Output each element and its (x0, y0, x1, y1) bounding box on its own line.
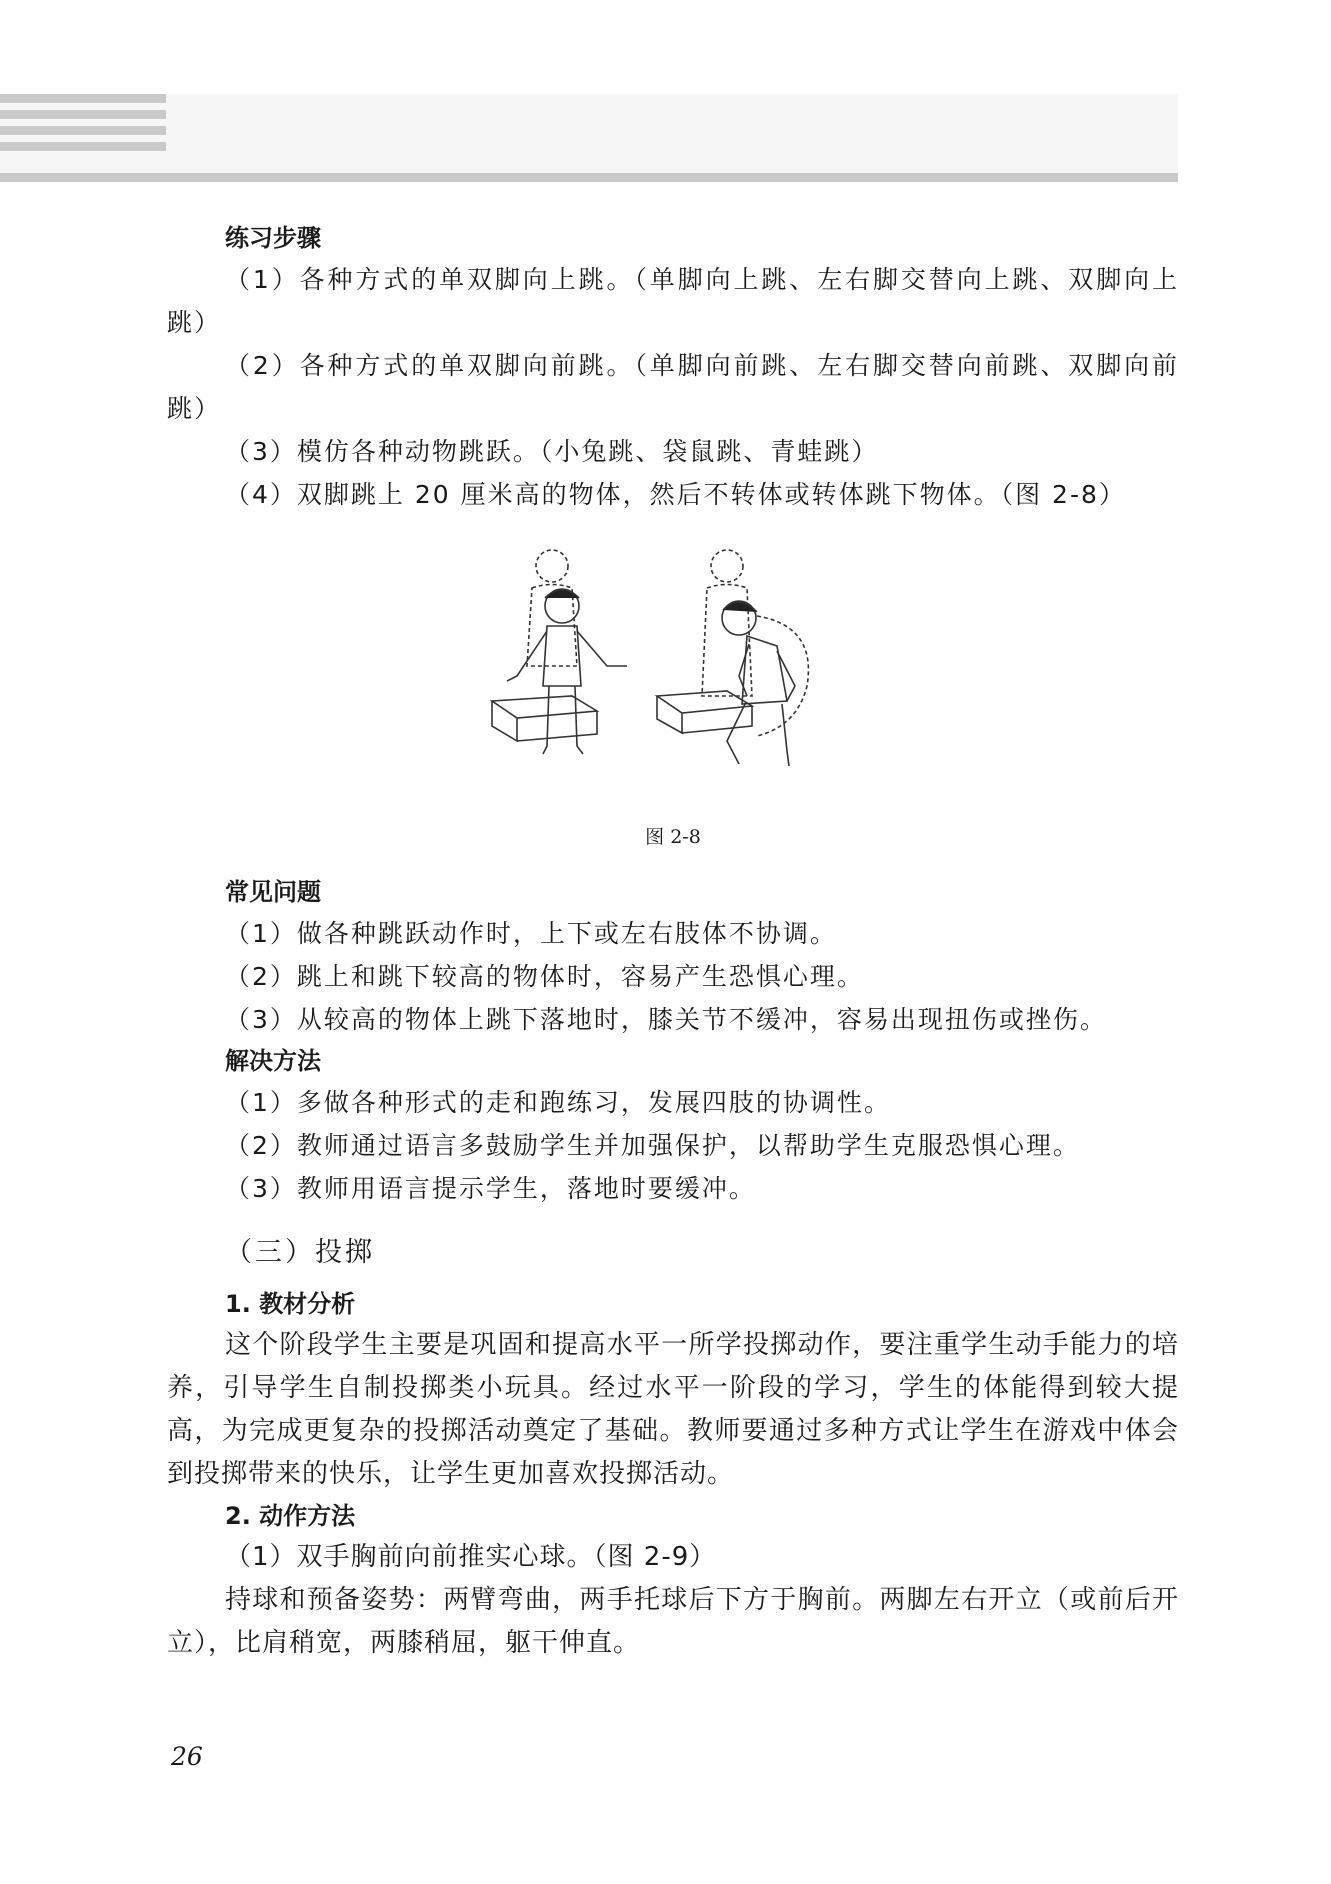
solution-2: （2）教师通过语言多鼓励学生并加强保护，以帮助学生克服恐惧心理。 (225, 1131, 1080, 1160)
practice-step-2: （2）各种方式的单双脚向前跳。（单脚向前跳、左右脚交替向前跳、双脚向前跳） (167, 351, 1179, 423)
page-number: 26 (171, 1742, 203, 1771)
figure-2-8 (167, 522, 1179, 872)
figure-caption: 图 2-8 (645, 826, 701, 848)
header-stripes-decoration (0, 94, 166, 158)
method-heading: 2. 动作方法 (225, 1502, 356, 1530)
common-problem-2: （2）跳上和跳下较高的物体时，容易产生恐惧心理。 (225, 962, 864, 991)
dotted-guide-figure-right (702, 550, 808, 736)
practice-steps-heading: 练习步骤 (225, 224, 321, 252)
solution-3: （3）教师用语言提示学生，落地时要缓冲。 (225, 1174, 756, 1203)
common-problem-3: （3）从较高的物体上跳下落地时，膝关节不缓冲，容易出现扭伤或挫伤。 (225, 1005, 1107, 1034)
analysis-heading: 1. 教材分析 (225, 1290, 356, 1318)
practice-step-1: （1）各种方式的单双脚向上跳。（单脚向上跳、左右脚交替向上跳、双脚向上跳） (167, 265, 1179, 337)
common-problems-heading: 常见问题 (225, 878, 321, 906)
common-problem-1: （1）做各种跳跃动作时，上下或左右肢体不协调。 (225, 919, 837, 948)
practice-step-3: （3）模仿各种动物跳跃。（小兔跳、袋鼠跳、青蛙跳） (225, 437, 879, 466)
jumping-illustration (477, 526, 867, 816)
section-3-heading: （三）投掷 (225, 1237, 375, 1268)
analysis-paragraph: 这个阶段学生主要是巩固和提高水平一所学投掷动作，要注重学生动手能力的培养，引导学生自制投掷类小玩具。经过水平一阶段的学习，学生的体能得到较大提高，为完成更复杂的投掷活动奠定了基础。教师要通过多种方式让学生在游戏中体会到投掷带来的快乐，让学生更加喜欢投掷活动。 (167, 1330, 1179, 1489)
boy-standing-figure (507, 589, 627, 754)
practice-step-4: （4）双脚跳上 20 厘米高的物体，然后不转体或转体跳下物体。（图 2-8） (225, 480, 1126, 509)
solution-1: （1）多做各种形式的走和跑练习，发展四肢的协调性。 (225, 1088, 891, 1117)
header-rule (0, 173, 1178, 182)
box-right (657, 691, 752, 733)
method-item-2: 持球和预备姿势：两臂弯曲，两手托球后下方于胸前。两脚左右开立（或前后开立），比肩稍宽，两膝稍屈，躯干伸直。 (167, 1585, 1179, 1658)
page-header-band (0, 94, 1178, 182)
solutions-heading: 解决方法 (225, 1047, 321, 1075)
page-content (167, 218, 1179, 1665)
box-left (492, 696, 597, 741)
method-item-1: （1）双手胸前向前推实心球。（图 2-9） (225, 1542, 717, 1572)
